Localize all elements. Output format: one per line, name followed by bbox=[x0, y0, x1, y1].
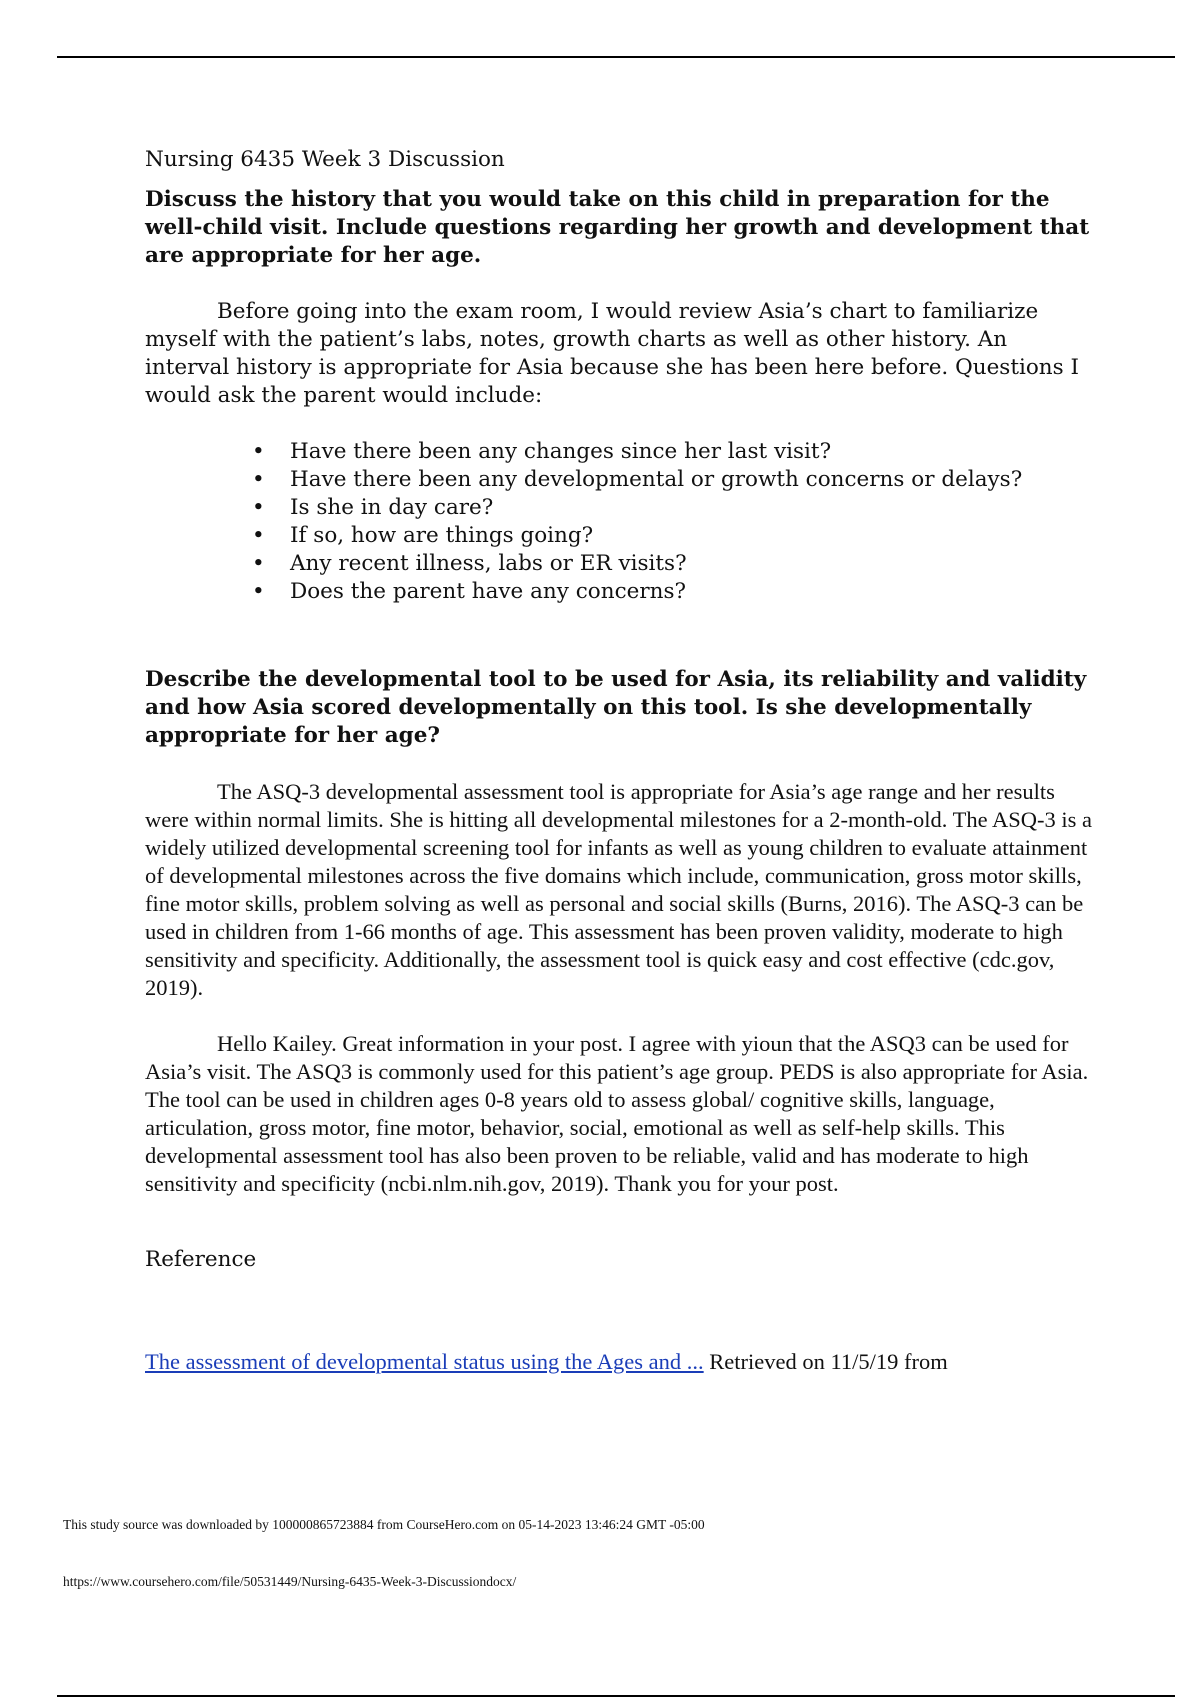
document-title: Nursing 6435 Week 3 Discussion bbox=[145, 147, 505, 172]
list-item-text: Does the parent have any concerns? bbox=[290, 579, 687, 604]
list-item bbox=[252, 494, 1095, 522]
source-url-line: https://www.coursehero.com/file/50531449/Nursing-6435-Week-3-Discussiondocx/ bbox=[63, 1574, 517, 1589]
document-body bbox=[145, 140, 1095, 1376]
top-rule bbox=[57, 56, 1175, 58]
bullet-icon: • bbox=[252, 579, 265, 604]
bullet-icon: • bbox=[252, 467, 265, 492]
list-item bbox=[252, 438, 1095, 466]
answer-2: The ASQ-3 developmental assessment tool is appropriate for Asia’s age range and her results were within normal limits. She is hitting all developmental milestones for a 2-month-old. The ASQ-3 is a widely utilized developmental screening tool for infants as well as young children to evaluate attainment of developmental milestones across the five domains which include, communication, gross motor skills, fine motor skills, problem solving as well as personal and social skills (Burns, 2016). The ASQ-3 can be used in children from 1-66 months of age. This assessment has been proven validity, moderate to high sensitivity and specificity. Additionally, the assessment tool is quick easy and cost effective (cdc.gov, 2019). bbox=[145, 779, 1092, 1000]
history-questions-list bbox=[145, 438, 1095, 606]
list-item-text: Any recent illness, labs or ER visits? bbox=[290, 551, 687, 576]
list-item bbox=[252, 522, 1095, 550]
bullet-icon: • bbox=[252, 495, 265, 520]
question-1: Discuss the history that you would take on this child in preparation for the well-child visit. Include questions regarding her growth and development that are appropriate for her age. bbox=[145, 187, 1090, 268]
question-2: Describe the developmental tool to be used for Asia, its reliability and validity and how Asia scored developmentally on this tool. Is she developmentally appropriate for her age? bbox=[145, 667, 1087, 748]
list-item-text: Is she in day care? bbox=[290, 495, 494, 520]
bullet-icon: • bbox=[252, 551, 265, 576]
bullet-icon: • bbox=[252, 439, 265, 464]
list-item-text: Have there been any developmental or growth concerns or delays? bbox=[290, 467, 1023, 492]
bullet-icon: • bbox=[252, 523, 265, 548]
list-item bbox=[252, 578, 1095, 606]
reply-paragraph: Hello Kailey. Great information in your post. I agree with yioun that the ASQ3 can be used for Asia’s visit. The ASQ3 is commonly used for this patient’s age group. PEDS is also appropriate for Asia. The tool can be used in children ages 0-8 years old to assess global/ cognitive skills, language, articulation, gross motor, fine motor, behavior, social, emotional as well as self-help skills. This developmental assessment tool has also been proven to be reliable, valid and has moderate to high sensitivity and specificity (ncbi.nlm.nih.gov, 2019). Thank you for your post. bbox=[145, 1031, 1089, 1196]
download-source-line: This study source was downloaded by 100000865723884 from CourseHero.com on 05-14-2023 13:46:24 GMT -05:00 bbox=[63, 1517, 705, 1532]
list-item-text: Have there been any changes since her last visit? bbox=[290, 439, 832, 464]
reference-link[interactable]: The assessment of developmental status using the Ages and ... bbox=[145, 1349, 704, 1374]
answer-1-intro: Before going into the exam room, I would review Asia’s chart to familiarize myself with the patient’s labs, notes, growth charts as well as other history. An interval history is appropriate for Asia because she has been here before. Questions I would ask the parent would include: bbox=[145, 299, 1079, 408]
bottom-rule bbox=[57, 1695, 1175, 1697]
list-item bbox=[252, 466, 1095, 494]
list-item bbox=[252, 550, 1095, 578]
reference-suffix: Retrieved on 11/5/19 from bbox=[703, 1349, 948, 1374]
reference-entry bbox=[145, 1348, 1095, 1376]
list-item-text: If so, how are things going? bbox=[290, 523, 594, 548]
reference-heading: Reference bbox=[145, 1247, 257, 1272]
